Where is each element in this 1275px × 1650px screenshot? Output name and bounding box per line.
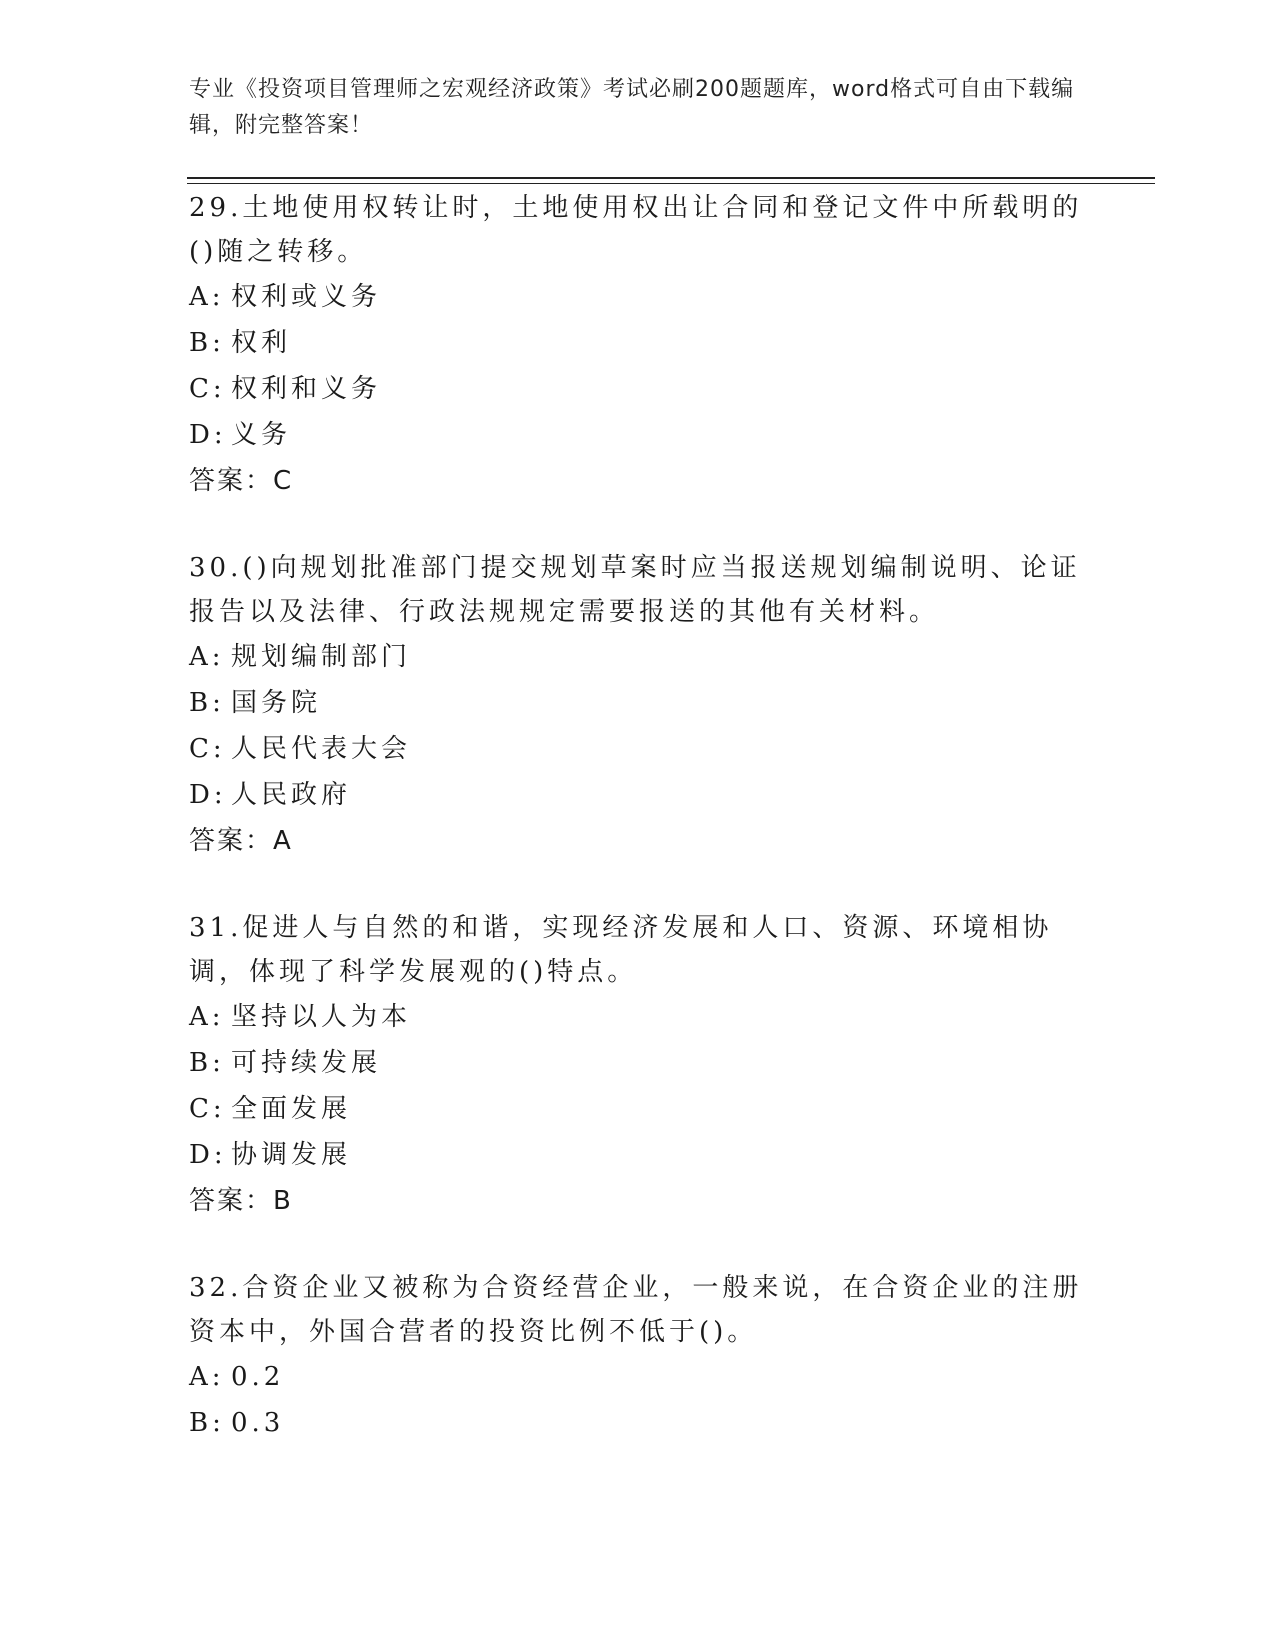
option-b [189, 1400, 1089, 1446]
option-key: A: [189, 642, 225, 672]
option-key: D: [189, 780, 227, 810]
option-d [189, 1132, 1089, 1178]
option-key: A: [189, 1002, 225, 1032]
option-a [189, 994, 1089, 1040]
option-text: 0.3 [231, 1408, 285, 1438]
answer-line: 答案：B [189, 1186, 293, 1216]
question-31 [189, 906, 1089, 1224]
option-text: 规划编制部门 [231, 642, 412, 672]
header-rule-thick [187, 177, 1155, 179]
question-30 [189, 546, 1089, 864]
option-key: C: [189, 734, 226, 764]
option-key: B: [189, 688, 225, 718]
question-stem: 30.()向规划批准部门提交规划草案时应当报送规划编制说明、论证报告以及法律、行政法规规定需要报送的其他有关材料。 [189, 553, 1081, 627]
question-stem: 31.促进人与自然的和谐，实现经济发展和人口、资源、环境相协调，体现了科学发展观的()特点。 [189, 913, 1053, 987]
option-text: 权利或义务 [231, 282, 382, 312]
question-29 [189, 186, 1089, 504]
option-text: 可持续发展 [231, 1048, 382, 1078]
option-text: 0.2 [231, 1362, 285, 1392]
option-c [189, 726, 1089, 772]
answer-line: 答案：A [189, 826, 293, 856]
option-d [189, 772, 1089, 818]
option-key: C: [189, 374, 226, 404]
option-key: D: [189, 420, 227, 450]
option-text: 国务院 [231, 688, 322, 718]
option-text: 协调发展 [231, 1140, 352, 1170]
answer-line: 答案：C [189, 466, 294, 496]
option-d [189, 412, 1089, 458]
option-a [189, 634, 1089, 680]
question-stem: 29.土地使用权转让时，土地使用权出让合同和登记文件中所载明的()随之转移。 [189, 193, 1083, 267]
option-text: 义务 [231, 420, 292, 450]
option-text: 人民政府 [231, 780, 352, 810]
option-text: 全面发展 [231, 1094, 352, 1124]
question-32 [189, 1266, 1089, 1446]
document-header: 专业《投资项目管理师之宏观经济政策》考试必刷200题题库，word格式可自由下载编辑，附完整答案！ [189, 77, 1075, 138]
option-a [189, 1354, 1089, 1400]
option-b [189, 1040, 1089, 1086]
option-text: 坚持以人为本 [231, 1002, 412, 1032]
option-key: C: [189, 1094, 226, 1124]
header-rule-thin [187, 183, 1155, 184]
option-key: B: [189, 1048, 225, 1078]
option-b [189, 680, 1089, 726]
option-c [189, 366, 1089, 412]
option-c [189, 1086, 1089, 1132]
option-key: A: [189, 1362, 225, 1392]
option-b [189, 320, 1089, 366]
question-stem: 32.合资企业又被称为合资经营企业，一般来说，在合资企业的注册资本中，外国合营者的投资比例不低于()。 [189, 1273, 1083, 1347]
option-key: D: [189, 1140, 227, 1170]
option-text: 权利和义务 [231, 374, 382, 404]
option-key: B: [189, 1408, 225, 1438]
option-key: B: [189, 328, 225, 358]
option-text: 权利 [231, 328, 292, 358]
option-text: 人民代表大会 [231, 734, 412, 764]
option-key: A: [189, 282, 225, 312]
option-a [189, 274, 1089, 320]
